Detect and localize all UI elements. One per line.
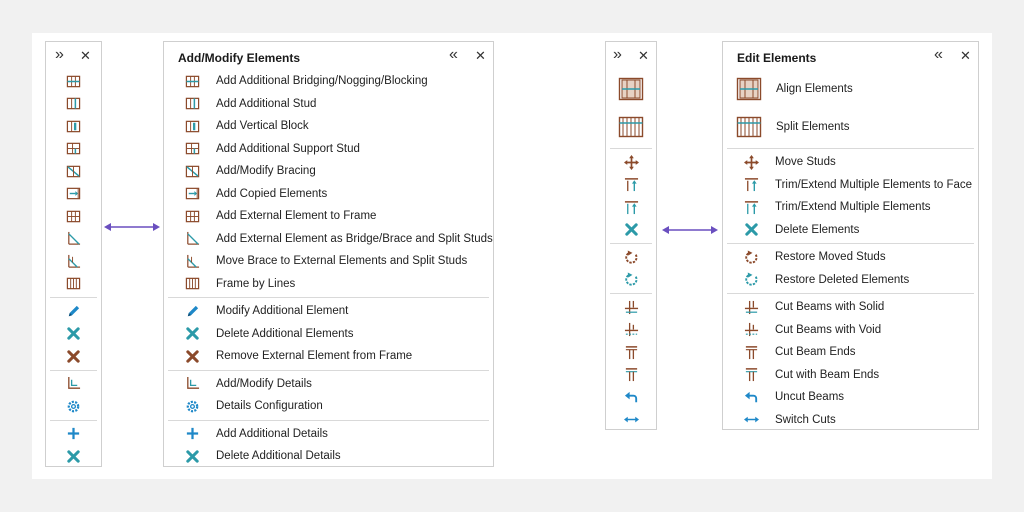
restore-deleted-button[interactable]: [606, 269, 656, 292]
add-modify-details-item[interactable]: [164, 373, 493, 396]
item-label: Cut Beams with Void: [775, 323, 882, 336]
add-external-element-to-frame-item[interactable]: [164, 205, 493, 228]
item-label: Move Studs: [775, 156, 836, 169]
restore-moved-button[interactable]: [606, 246, 656, 269]
trim-multiple-button[interactable]: [606, 196, 656, 219]
item-label: Modify Additional Element: [216, 305, 349, 318]
close-button[interactable]: ✕: [960, 48, 971, 63]
modify-additional-element-item[interactable]: [164, 300, 493, 323]
toolbar-header: [606, 42, 656, 70]
item-label: Add/Modify Details: [216, 377, 312, 390]
trim-face-icon: [744, 177, 759, 192]
item-label: Switch Cuts: [775, 413, 836, 426]
trim-multiple-icon: [744, 200, 759, 215]
cut-with-beam-ends-icon: [744, 367, 759, 382]
uncut-icon: [624, 390, 639, 405]
uncut-beams-item[interactable]: [723, 386, 978, 409]
gear-button[interactable]: [46, 395, 101, 418]
restore-moved-studs-item[interactable]: [723, 246, 978, 269]
edit-elements-collapsed-toolbar: [605, 41, 657, 430]
trim-face-icon: [624, 177, 639, 192]
external-element-icon: [185, 209, 200, 224]
panel-body: [164, 70, 493, 468]
x-brown-button[interactable]: [46, 345, 101, 368]
x-teal-icon: [185, 449, 200, 464]
panel-body: [723, 70, 978, 431]
separator: [168, 370, 489, 371]
cut-beam-ends-item[interactable]: [723, 341, 978, 364]
split-elements-button[interactable]: [606, 108, 656, 146]
frame-lines-icon: [66, 276, 81, 291]
add-external-element-as-bridge-brace-and-split-studs-item[interactable]: [164, 228, 493, 251]
collapse-button[interactable]: «: [934, 46, 943, 63]
separator: [168, 420, 489, 421]
switch-cuts-icon: [744, 412, 759, 427]
pencil-icon: [66, 304, 81, 319]
item-label: Add Additional Bridging/Nogging/Blocking: [216, 75, 428, 88]
align-elements-item[interactable]: [723, 70, 978, 108]
item-label: Remove External Element from Frame: [216, 350, 413, 363]
vertical-block-button[interactable]: [46, 115, 101, 138]
cut-void-button[interactable]: [606, 319, 656, 342]
bridge-brace-button[interactable]: [46, 228, 101, 251]
align-elements-icon: [736, 76, 762, 102]
x-teal-icon: [744, 222, 759, 237]
delete-additional-elements-item[interactable]: [164, 323, 493, 346]
expand-collapse-arrow: [662, 224, 718, 236]
expand-button[interactable]: »: [55, 46, 64, 63]
bridge-brace-icon: [185, 231, 200, 246]
pencil-button[interactable]: [46, 300, 101, 323]
restore-deleted-icon: [744, 272, 759, 287]
x-teal-icon: [66, 449, 81, 464]
trim-extend-multiple-elements-to-face-item[interactable]: [723, 174, 978, 197]
separator: [50, 370, 97, 371]
details-button[interactable]: [46, 373, 101, 396]
move-brace-button[interactable]: [46, 250, 101, 273]
toolbar-header: [46, 42, 101, 70]
separator: [168, 297, 489, 298]
item-label: Split Elements: [776, 121, 850, 133]
item-label: Frame by Lines: [216, 277, 296, 290]
close-button[interactable]: ✕: [475, 48, 486, 63]
gear-icon: [66, 399, 81, 414]
add-modify-collapsed-toolbar: [45, 41, 102, 467]
x-teal-icon: [66, 326, 81, 341]
x-teal-button[interactable]: [46, 445, 101, 468]
item-label: Cut Beams with Solid: [775, 301, 885, 314]
item-label: Add Vertical Block: [216, 120, 309, 133]
panel-header: [723, 42, 978, 70]
toolbar-body: [46, 70, 101, 468]
cut-beam-ends-icon: [624, 345, 639, 360]
separator: [727, 293, 974, 294]
frame-by-lines-item[interactable]: [164, 273, 493, 296]
expand-button[interactable]: »: [613, 46, 622, 63]
item-label: Delete Additional Details: [216, 450, 341, 463]
stud-button[interactable]: [46, 93, 101, 116]
plus-button[interactable]: [46, 423, 101, 446]
item-label: Move Brace to External Elements and Split Studs: [216, 255, 468, 268]
restore-moved-icon: [624, 250, 639, 265]
align-elements-icon: [618, 76, 644, 102]
item-label: Delete Elements: [775, 223, 860, 236]
separator: [610, 293, 652, 294]
item-label: Trim/Extend Multiple Elements: [775, 201, 931, 214]
move-brace-icon: [185, 254, 200, 269]
cut-solid-icon: [624, 300, 639, 315]
restore-moved-icon: [744, 250, 759, 265]
bridging-icon: [66, 74, 81, 89]
canvas: [32, 33, 992, 479]
x-teal-button[interactable]: [606, 219, 656, 242]
support-stud-icon: [66, 141, 81, 156]
cut-solid-icon: [744, 300, 759, 315]
plus-icon: [66, 426, 81, 441]
trim-multiple-icon: [624, 200, 639, 215]
cut-solid-button[interactable]: [606, 296, 656, 319]
cut-with-beam-ends-button[interactable]: [606, 364, 656, 387]
close-button[interactable]: ✕: [80, 48, 91, 63]
details-icon: [66, 376, 81, 391]
item-label: Add/Modify Bracing: [216, 165, 316, 178]
uncut-icon: [744, 390, 759, 405]
bridge-brace-icon: [66, 231, 81, 246]
separator: [727, 243, 974, 244]
add-copied-elements-item[interactable]: [164, 183, 493, 206]
switch-cuts-icon: [624, 412, 639, 427]
add-modify-bracing-item[interactable]: [164, 160, 493, 183]
plus-icon: [185, 426, 200, 441]
vertical-block-icon: [185, 119, 200, 134]
support-stud-icon: [185, 141, 200, 156]
stud-icon: [66, 96, 81, 111]
panel-header: [164, 42, 493, 70]
external-element-icon: [66, 209, 81, 224]
align-elements-button[interactable]: [606, 70, 656, 108]
move-studs-icon: [624, 155, 639, 170]
item-label: Add Additional Support Stud: [216, 142, 360, 155]
cut-beams-with-void-item[interactable]: [723, 319, 978, 342]
add-additional-support-stud-item[interactable]: [164, 138, 493, 161]
add-modify-elements-panel: [163, 41, 494, 467]
copied-elements-icon: [185, 186, 200, 201]
edit-elements-panel: [722, 41, 979, 430]
move-brace-icon: [66, 254, 81, 269]
cut-beam-ends-icon: [744, 345, 759, 360]
item-label: Details Configuration: [216, 400, 323, 413]
item-label: Add External Element as Bridge/Brace and Split Studs: [216, 232, 493, 245]
frame-lines-icon: [185, 276, 200, 291]
bracing-button[interactable]: [46, 160, 101, 183]
cut-beams-with-solid-item[interactable]: [723, 296, 978, 319]
collapse-button[interactable]: «: [449, 46, 458, 63]
x-teal-button[interactable]: [46, 323, 101, 346]
x-teal-icon: [185, 326, 200, 341]
add-additional-details-item[interactable]: [164, 423, 493, 446]
item-label: Add Additional Stud: [216, 97, 317, 110]
item-label: Delete Additional Elements: [216, 327, 354, 340]
expand-collapse-arrow: [104, 221, 160, 233]
move-brace-to-external-elements-and-split-studs-item[interactable]: [164, 250, 493, 273]
add-vertical-block-item[interactable]: [164, 115, 493, 138]
x-teal-icon: [624, 222, 639, 237]
cut-with-beam-ends-item[interactable]: [723, 364, 978, 387]
item-label: Add External Element to Frame: [216, 210, 377, 223]
frame-lines-button[interactable]: [46, 273, 101, 296]
copied-elements-icon: [66, 186, 81, 201]
stud-icon: [185, 96, 200, 111]
trim-face-button[interactable]: [606, 174, 656, 197]
add-additional-bridging-nogging-blocking-item[interactable]: [164, 70, 493, 93]
separator: [727, 148, 974, 149]
toolbar-body: [606, 70, 656, 431]
x-brown-icon: [66, 349, 81, 364]
restore-deleted-elements-item[interactable]: [723, 269, 978, 292]
item-label: Add Additional Details: [216, 427, 328, 440]
separator: [610, 148, 652, 149]
add-additional-stud-item[interactable]: [164, 93, 493, 116]
item-label: Cut Beam Ends: [775, 346, 856, 359]
uncut-button[interactable]: [606, 386, 656, 409]
separator: [50, 297, 97, 298]
panel-title: Edit Elements: [737, 51, 817, 65]
external-element-button[interactable]: [46, 205, 101, 228]
close-button[interactable]: ✕: [638, 48, 649, 63]
details-configuration-item[interactable]: [164, 395, 493, 418]
cut-void-icon: [744, 322, 759, 337]
item-label: Restore Moved Studs: [775, 251, 886, 264]
split-elements-icon: [736, 114, 762, 140]
bridging-button[interactable]: [46, 70, 101, 93]
gear-icon: [185, 399, 200, 414]
panel-title: Add/Modify Elements: [178, 51, 301, 65]
details-icon: [185, 376, 200, 391]
item-label: Trim/Extend Multiple Elements to Face: [775, 178, 973, 191]
x-brown-icon: [185, 349, 200, 364]
delete-additional-details-item[interactable]: [164, 445, 493, 468]
cut-void-icon: [624, 322, 639, 337]
move-studs-button[interactable]: [606, 151, 656, 174]
bridging-icon: [185, 74, 200, 89]
item-label: Align Elements: [776, 83, 853, 95]
move-studs-icon: [744, 155, 759, 170]
cut-with-beam-ends-icon: [624, 367, 639, 382]
item-label: Cut with Beam Ends: [775, 368, 880, 381]
delete-elements-item[interactable]: [723, 219, 978, 242]
support-stud-button[interactable]: [46, 138, 101, 161]
separator: [610, 243, 652, 244]
switch-cuts-button[interactable]: [606, 409, 656, 432]
copied-elements-button[interactable]: [46, 183, 101, 206]
restore-deleted-icon: [624, 272, 639, 287]
switch-cuts-item[interactable]: [723, 409, 978, 432]
cut-beam-ends-button[interactable]: [606, 341, 656, 364]
remove-external-element-from-frame-item[interactable]: [164, 345, 493, 368]
split-elements-icon: [618, 114, 644, 140]
item-label: Add Copied Elements: [216, 187, 328, 200]
split-elements-item[interactable]: [723, 108, 978, 146]
move-studs-item[interactable]: [723, 151, 978, 174]
bracing-icon: [66, 164, 81, 179]
trim-extend-multiple-elements-item[interactable]: [723, 196, 978, 219]
pencil-icon: [185, 304, 200, 319]
bracing-icon: [185, 164, 200, 179]
item-label: Restore Deleted Elements: [775, 273, 910, 286]
vertical-block-icon: [66, 119, 81, 134]
separator: [50, 420, 97, 421]
item-label: Uncut Beams: [775, 391, 845, 404]
